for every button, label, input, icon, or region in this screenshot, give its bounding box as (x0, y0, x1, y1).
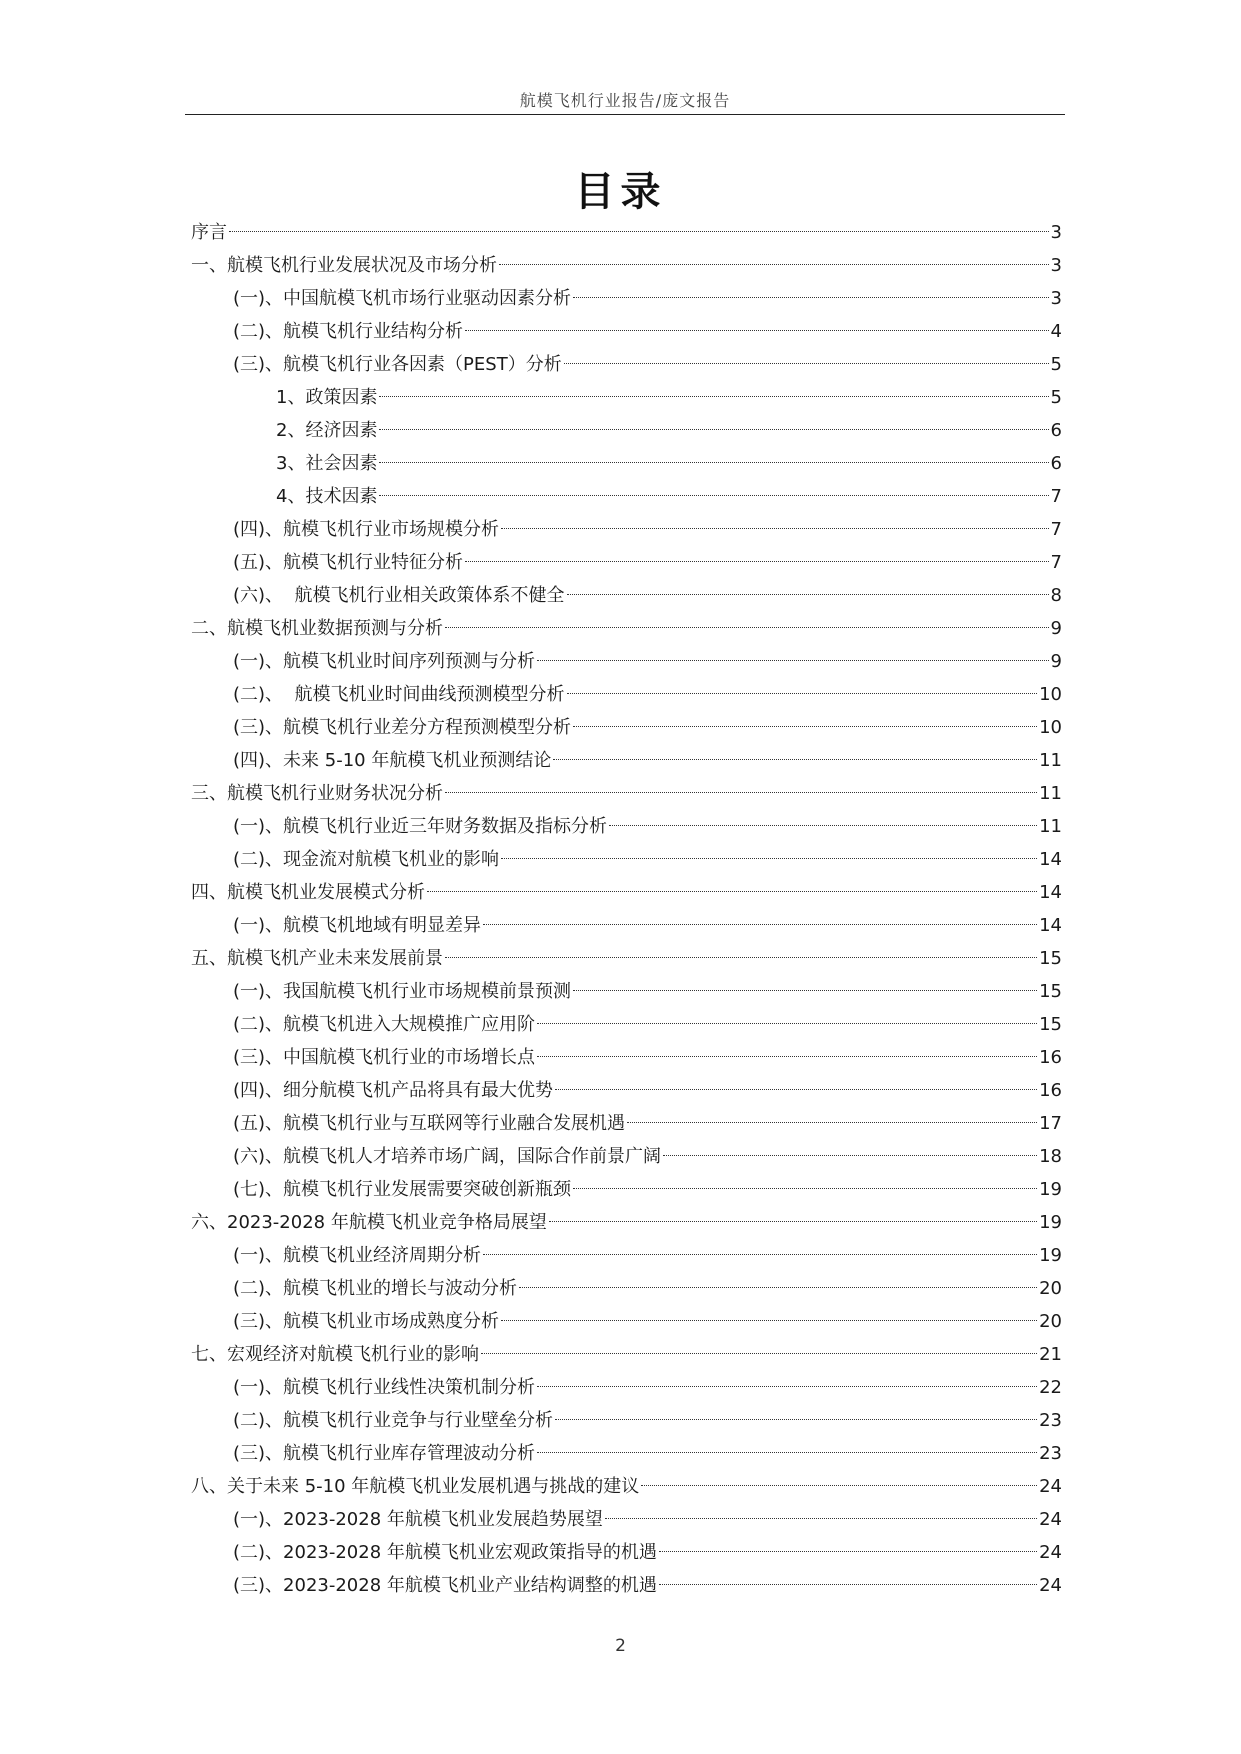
toc-entry-title: 八、关于未来 5-10 年航模飞机业发展机遇与挑战的建议 (191, 1476, 640, 1497)
dot-leader (537, 1386, 1037, 1387)
toc-entry[interactable] (191, 348, 1062, 381)
dot-leader (501, 858, 1037, 859)
toc-entry-page: 20 (1039, 1278, 1062, 1299)
toc-entry-title: (四)、航模飞机行业市场规模分析 (233, 519, 500, 540)
dot-leader (609, 825, 1037, 826)
toc-entry-page: 16 (1039, 1047, 1062, 1068)
dot-leader (573, 1188, 1037, 1189)
toc-entry[interactable] (191, 1107, 1062, 1140)
dot-leader (445, 957, 1037, 958)
toc-entry-page: 3 (1050, 288, 1062, 309)
dot-leader (229, 231, 1049, 232)
toc-entry-title: (五)、航模飞机行业特征分析 (233, 552, 464, 573)
toc-entry[interactable] (191, 645, 1062, 678)
header-divider (185, 114, 1065, 115)
dot-leader (445, 627, 1049, 628)
toc-entry[interactable] (191, 216, 1062, 249)
toc-entry-page: 5 (1050, 387, 1062, 408)
dot-leader (605, 1518, 1037, 1519)
toc-entry-page: 15 (1039, 948, 1062, 969)
toc-entry[interactable] (191, 678, 1062, 711)
toc-entry[interactable] (191, 612, 1062, 645)
toc-entry[interactable] (191, 744, 1062, 777)
toc-entry-title: 五、航模飞机产业未来发展前景 (191, 948, 443, 969)
toc-entry-page: 3 (1050, 222, 1062, 243)
dot-leader (379, 396, 1048, 397)
toc-entry[interactable] (191, 249, 1062, 282)
dot-leader (659, 1584, 1037, 1585)
toc-entry-page: 24 (1039, 1476, 1062, 1497)
toc-entry-title: (一)、航模飞机行业线性决策机制分析 (233, 1377, 536, 1398)
toc-entry-title: (一)、我国航模飞机行业市场规模前景预测 (233, 981, 572, 1002)
dot-leader (555, 1419, 1037, 1420)
toc-entry[interactable] (191, 1470, 1062, 1503)
toc-entry-title: (三)、2023-2028 年航模飞机业产业结构调整的机遇 (233, 1575, 657, 1596)
dot-leader (379, 495, 1048, 496)
toc-entry[interactable] (191, 909, 1062, 942)
dot-leader (379, 462, 1048, 463)
toc-entry[interactable] (191, 1305, 1062, 1338)
toc-entry-title: (四)、未来 5-10 年航模飞机业预测结论 (233, 750, 552, 771)
dot-leader (483, 924, 1037, 925)
toc-entry[interactable] (191, 513, 1062, 546)
toc-entry-title: (三)、航模飞机业市场成熟度分析 (233, 1311, 500, 1332)
dot-leader (564, 363, 1049, 364)
toc-entry-title: (一)、航模飞机业时间序列预测与分析 (233, 651, 536, 672)
dot-leader (537, 1023, 1037, 1024)
toc-entry-title: (二)、航模飞机行业结构分析 (233, 321, 464, 342)
toc-entry[interactable] (191, 1041, 1062, 1074)
toc-entry[interactable] (191, 843, 1062, 876)
dot-leader (553, 759, 1037, 760)
toc-entry-title: 4、技术因素 (276, 486, 378, 507)
dot-leader (537, 1056, 1037, 1057)
toc-entry-title: 六、2023-2028 年航模飞机业竞争格局展望 (191, 1212, 547, 1233)
toc-entry-page: 15 (1039, 1014, 1062, 1035)
toc-entry-title: (三)、航模飞机行业差分方程预测模型分析 (233, 717, 572, 738)
dot-leader (519, 1287, 1037, 1288)
toc-entry-title: (二)、2023-2028 年航模飞机业宏观政策指导的机遇 (233, 1542, 657, 1563)
toc-entry-page: 14 (1039, 915, 1062, 936)
toc-entry[interactable] (191, 1239, 1062, 1272)
toc-entry-title: (二)、航模飞机行业竞争与行业壁垒分析 (233, 1410, 554, 1431)
toc-entry[interactable] (191, 414, 1062, 447)
toc-entry-title: (三)、航模飞机行业库存管理波动分析 (233, 1443, 536, 1464)
toc-entry[interactable] (191, 1173, 1062, 1206)
toc-entry-page: 7 (1050, 552, 1062, 573)
toc-entry[interactable] (191, 1206, 1062, 1239)
dot-leader (549, 1221, 1037, 1222)
toc-entry-title: 一、航模飞机行业发展状况及市场分析 (191, 255, 497, 276)
dot-leader (573, 990, 1037, 991)
toc-entry-page: 6 (1050, 420, 1062, 441)
toc-entry[interactable] (191, 1338, 1062, 1371)
toc-entry-page: 24 (1039, 1542, 1062, 1563)
toc-entry-page: 19 (1039, 1179, 1062, 1200)
toc-entry-page: 11 (1039, 816, 1062, 837)
toc-entry-page: 15 (1039, 981, 1062, 1002)
toc-entry[interactable] (191, 810, 1062, 843)
toc-entry-page: 9 (1050, 651, 1062, 672)
toc-entry-page: 16 (1039, 1080, 1062, 1101)
toc-entry-page: 5 (1050, 354, 1062, 375)
toc-entry-title: 序言 (191, 222, 227, 243)
toc-entry-page: 11 (1039, 750, 1062, 771)
toc-entry-title: (一)、中国航模飞机市场行业驱动因素分析 (233, 288, 572, 309)
toc-entry[interactable] (191, 975, 1062, 1008)
toc-entry-title: (六)、 航模飞机行业相关政策体系不健全 (233, 585, 565, 606)
toc-entry-title: (四)、细分航模飞机产品将具有最大优势 (233, 1080, 554, 1101)
toc-entry-title: (三)、航模飞机行业各因素（PEST）分析 (233, 354, 562, 375)
toc-entry-page: 24 (1039, 1575, 1062, 1596)
dot-leader (501, 528, 1049, 529)
toc-entry[interactable] (191, 447, 1062, 480)
dot-leader (501, 1320, 1037, 1321)
toc-title: 目录 (574, 168, 667, 215)
toc-entry[interactable] (191, 282, 1062, 315)
toc-entry-page: 10 (1039, 684, 1062, 705)
toc-entry[interactable] (191, 1371, 1062, 1404)
toc-entry[interactable] (191, 1140, 1062, 1173)
toc-entry-page: 21 (1039, 1344, 1062, 1365)
toc-entry-title: (二)、航模飞机进入大规模推广应用阶 (233, 1014, 536, 1035)
toc-entry-page: 10 (1039, 717, 1062, 738)
toc-entry-page: 18 (1039, 1146, 1062, 1167)
dot-leader (537, 1452, 1037, 1453)
toc-entry-title: (一)、航模飞机地域有明显差异 (233, 915, 482, 936)
table-of-contents (191, 216, 1062, 1602)
dot-leader (659, 1551, 1037, 1552)
toc-entry-page: 23 (1039, 1410, 1062, 1431)
toc-entry-page: 24 (1039, 1509, 1062, 1530)
toc-entry-page: 17 (1039, 1113, 1062, 1134)
toc-entry[interactable] (191, 480, 1062, 513)
toc-entry[interactable] (191, 942, 1062, 975)
toc-entry[interactable] (191, 1437, 1062, 1470)
toc-entry[interactable] (191, 1503, 1062, 1536)
toc-entry[interactable] (191, 1404, 1062, 1437)
toc-entry-page: 7 (1050, 519, 1062, 540)
dot-leader (663, 1155, 1037, 1156)
toc-entry-title: 三、航模飞机行业财务状况分析 (191, 783, 443, 804)
toc-entry-page: 23 (1039, 1443, 1062, 1464)
toc-entry-page: 20 (1039, 1311, 1062, 1332)
toc-entry-title: (二)、 航模飞机业时间曲线预测模型分析 (233, 684, 565, 705)
dot-leader (641, 1485, 1037, 1486)
dot-leader (483, 1254, 1037, 1255)
toc-entry[interactable] (191, 1569, 1062, 1602)
dot-leader (567, 594, 1049, 595)
dot-leader (445, 792, 1037, 793)
toc-entry-title: 2、经济因素 (276, 420, 378, 441)
dot-leader (427, 891, 1037, 892)
dot-leader (537, 660, 1049, 661)
toc-entry[interactable] (191, 315, 1062, 348)
running-header: 航模飞机行业报告/庞文报告 (519, 91, 731, 110)
toc-entry[interactable] (191, 1536, 1062, 1569)
toc-entry[interactable] (191, 381, 1062, 414)
toc-entry[interactable] (191, 777, 1062, 810)
dot-leader (573, 297, 1049, 298)
toc-entry-title: (一)、航模飞机业经济周期分析 (233, 1245, 482, 1266)
toc-entry-title: (六)、航模飞机人才培养市场广阔，国际合作前景广阔 (233, 1146, 662, 1167)
dot-leader (573, 726, 1037, 727)
toc-entry-title: 1、政策因素 (276, 387, 378, 408)
toc-entry-page: 4 (1050, 321, 1062, 342)
dot-leader (481, 1353, 1037, 1354)
toc-entry-title: (二)、航模飞机业的增长与波动分析 (233, 1278, 518, 1299)
toc-entry-title: 七、宏观经济对航模飞机行业的影响 (191, 1344, 479, 1365)
toc-entry-page: 19 (1039, 1245, 1062, 1266)
toc-entry-page: 22 (1039, 1377, 1062, 1398)
toc-entry[interactable] (191, 876, 1062, 909)
dot-leader (465, 561, 1049, 562)
toc-entry[interactable] (191, 579, 1062, 612)
toc-entry-page: 14 (1039, 849, 1062, 870)
toc-entry-title: (五)、航模飞机行业与互联网等行业融合发展机遇 (233, 1113, 626, 1134)
dot-leader (627, 1122, 1037, 1123)
dot-leader (379, 429, 1048, 430)
toc-entry-title: (一)、航模飞机行业近三年财务数据及指标分析 (233, 816, 608, 837)
toc-entry-page: 11 (1039, 783, 1062, 804)
toc-entry[interactable] (191, 1272, 1062, 1305)
toc-entry-title: (二)、现金流对航模飞机业的影响 (233, 849, 500, 870)
dot-leader (465, 330, 1049, 331)
toc-entry-page: 6 (1050, 453, 1062, 474)
toc-entry-title: (七)、航模飞机行业发展需要突破创新瓶颈 (233, 1179, 572, 1200)
dot-leader (567, 693, 1038, 694)
toc-entry-page: 8 (1050, 585, 1062, 606)
toc-entry[interactable] (191, 1008, 1062, 1041)
toc-entry-page: 7 (1050, 486, 1062, 507)
toc-entry-page: 9 (1050, 618, 1062, 639)
toc-entry-title: 二、航模飞机业数据预测与分析 (191, 618, 443, 639)
toc-entry-title: 四、航模飞机业发展模式分析 (191, 882, 425, 903)
toc-entry[interactable] (191, 546, 1062, 579)
dot-leader (499, 264, 1049, 265)
toc-entry-page: 19 (1039, 1212, 1062, 1233)
toc-entry-title: 3、社会因素 (276, 453, 378, 474)
toc-entry-title: (一)、2023-2028 年航模飞机业发展趋势展望 (233, 1509, 603, 1530)
toc-entry[interactable] (191, 711, 1062, 744)
page-number: 2 (615, 1636, 626, 1656)
toc-entry-page: 3 (1050, 255, 1062, 276)
dot-leader (555, 1089, 1037, 1090)
toc-entry-page: 14 (1039, 882, 1062, 903)
toc-entry-title: (三)、中国航模飞机行业的市场增长点 (233, 1047, 536, 1068)
toc-entry[interactable] (191, 1074, 1062, 1107)
